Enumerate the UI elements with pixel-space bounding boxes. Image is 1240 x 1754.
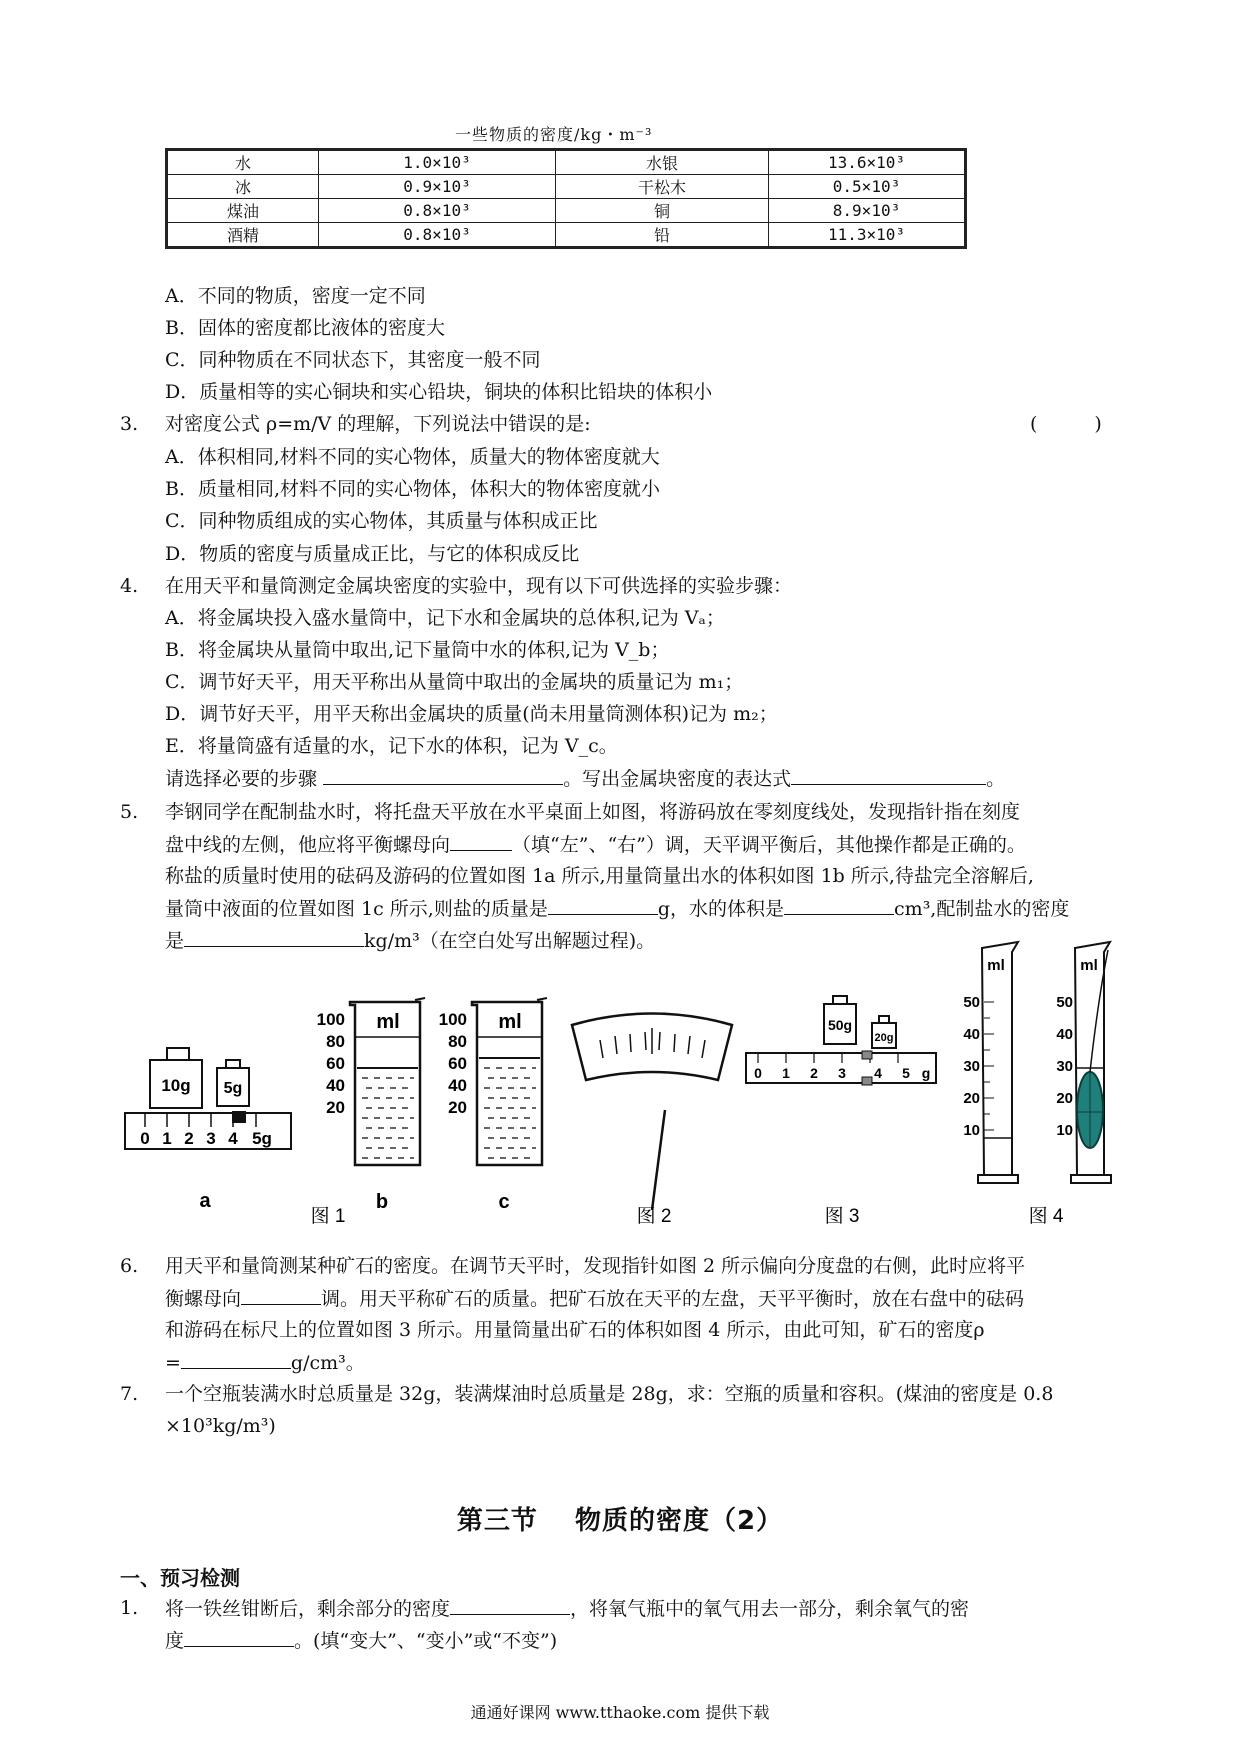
table-cell: 8.9×10³: [769, 199, 966, 223]
tick-label: 1: [782, 1065, 790, 1081]
q3-option-c: C．同种物质组成的实心物体，其质量与体积成正比: [165, 510, 598, 532]
weight-10g: [150, 1048, 202, 1108]
q5-line1: 李钢同学在配制盐水时，将托盘天平放在水平桌面上如图，将游码放在零刻度线处，发现指针指在刻度: [165, 801, 1021, 823]
table-cell: 0.8×10³: [319, 223, 556, 248]
preview-line1-text2: ，将氧气瓶中的氧气用去一部分，剩余氧气的密: [570, 1598, 970, 1620]
q3-number: 3.: [120, 413, 139, 435]
table-row: [167, 199, 966, 223]
tick-label: 50: [963, 994, 980, 1011]
q4-option-b: B．将金属块从量筒中取出,记下量筒中水的体积,记为 V_b；: [165, 639, 670, 661]
tick-label: 3: [206, 1129, 216, 1148]
table-cell: 水: [167, 150, 319, 175]
figure-4: [963, 942, 1111, 1183]
tick-label: 4: [874, 1065, 882, 1081]
figure-1b: [317, 998, 425, 1213]
tick-label: 5: [902, 1065, 910, 1081]
q5-line4: [165, 894, 1069, 923]
tick-label: 20: [1056, 1090, 1073, 1107]
q6-line4-text2: g/cm³。: [290, 1352, 365, 1374]
q6-line2-text: 衡螺母向: [165, 1288, 242, 1310]
q7-line1: 一个空瓶装满水时总质量是 32g，装满煤油时总质量是 28g，求：空瓶的质量和容积。(煤油的密度是 0.8: [165, 1383, 1054, 1405]
table-cell: 冰: [167, 175, 319, 199]
tick-label: 5g: [252, 1129, 272, 1148]
q5-line2: [165, 830, 1026, 859]
q5-line4-text: 量筒中液面的位置如图 1c 所示,则盐的质量是: [165, 898, 548, 920]
preview-line1-text: 将一铁丝钳断后，剩余部分的密度: [165, 1598, 451, 1620]
tick-label: 40: [448, 1076, 467, 1095]
rider: [232, 1111, 246, 1123]
q2-option-c: C．同种物质在不同状态下，其密度一般不同: [165, 349, 541, 371]
table-cell: 11.3×10³: [769, 223, 966, 248]
q4-option-c: C．调节好天平，用天平称出从量筒中取出的金属块的质量记为 m₁；: [165, 671, 744, 693]
salt-mass-blank[interactable]: [548, 894, 658, 915]
q5-line2-text2: （填“左”、“右”）调，天平调平衡后，其他操作都是正确的。: [512, 834, 1026, 856]
footer-credit: 通通好课网 www.tthaoke.com 提供下载: [470, 1703, 770, 1722]
tick-label: g: [921, 1065, 931, 1081]
table-cell: 0.5×10³: [769, 175, 966, 199]
table-row: [167, 150, 966, 175]
q6-line4: [165, 1348, 365, 1377]
caption-fig2: 图 2: [636, 1206, 672, 1227]
q5-line2-text: 盘中线的左侧，他应将平衡螺母向: [165, 834, 451, 856]
q4-number: 4.: [120, 575, 139, 597]
table-cell: 酒精: [167, 223, 319, 248]
table-caption: 一些物质的密度/kg・m⁻³: [455, 125, 653, 144]
tick-label: 100: [316, 1010, 345, 1029]
unit-label: ml: [1080, 957, 1098, 974]
tick-label: 2: [184, 1129, 194, 1148]
q3-option-d: D．物质的密度与质量成正比，与它的体积成反比: [165, 543, 580, 565]
q4-option-e: E．将量筒盛有适量的水，记下水的体积，记为 V_c。: [165, 735, 618, 757]
section-title: 第三节 物质的密度（2）: [456, 1506, 784, 1536]
q6-line2: [165, 1284, 1024, 1313]
q5-line3: 称盐的质量时使用的砝码及游码的位置如图 1a 所示,用量筒量出水的体积如图 1b 所示,待盐完全溶解后,: [165, 865, 1034, 887]
preview-q1-line1: [165, 1594, 969, 1623]
preview-q1-line2: [165, 1626, 557, 1655]
tick-label: 50: [1056, 994, 1073, 1011]
tick-label: 20: [963, 1090, 980, 1107]
table-cell: 水银: [556, 150, 769, 175]
tick-label: 1: [162, 1129, 172, 1148]
tick-label: 10: [963, 1122, 980, 1139]
q2-option-b: B．固体的密度都比液体的密度大: [165, 317, 445, 339]
figure-letter-a: a: [199, 1190, 211, 1212]
q6-line1: 用天平和量筒测某种矿石的密度。在调节天平时，发现指针如图 2 所示偏向分度盘的右侧，此时应将平: [165, 1255, 1026, 1277]
tick-label: 10: [1056, 1122, 1073, 1139]
unit-label: ml: [376, 1011, 400, 1033]
table-cell: 0.8×10³: [319, 199, 556, 223]
density-table: [165, 148, 967, 249]
q6-line2-text2: 调。用天平称矿石的质量。把矿石放在天平的左盘，天平平衡时，放在右盘中的砝码: [321, 1288, 1025, 1310]
q4-option-d: D．调节好天平，用平天称出金属块的质量(尚未用量筒测体积)记为 m₂；: [165, 703, 778, 725]
q3-stem: 对密度公式 ρ=m/V 的理解，下列说法中错误的是:: [165, 413, 591, 435]
tick-label: 3: [838, 1065, 846, 1081]
tick-label: 0: [140, 1129, 150, 1148]
figure-letter-b: b: [375, 1191, 389, 1213]
table-cell: 13.6×10³: [769, 150, 966, 175]
caption-fig3: 图 3: [824, 1206, 860, 1227]
table-row: [167, 175, 966, 199]
tick-label: 100: [438, 1010, 467, 1029]
preview-line2-text2: 。(填“变大”、“变小”或“不变”): [294, 1630, 558, 1652]
figure-letter-c: c: [498, 1191, 510, 1213]
q7-line2: ×10³kg/m³): [165, 1415, 276, 1437]
q6-line4-text: =: [165, 1352, 181, 1374]
caption-fig4: 图 4: [1028, 1206, 1064, 1227]
caption-fig1: 图 1: [310, 1206, 346, 1227]
tick-label: 60: [448, 1054, 467, 1073]
tick-label: 20: [326, 1098, 345, 1117]
unit-label: ml: [498, 1011, 522, 1033]
tick-label: 80: [448, 1032, 467, 1051]
tick-label: 20: [448, 1098, 467, 1117]
oxygen-density-blank[interactable]: [184, 1626, 294, 1647]
figure-3: [746, 996, 936, 1085]
tick-label: 80: [326, 1032, 345, 1051]
q4-answer-prefix: 请选择必要的步骤: [165, 768, 318, 790]
preview-heading: 一、预习检测: [120, 1566, 240, 1590]
q5-number: 5.: [120, 801, 139, 823]
tick-label: 0: [754, 1065, 762, 1081]
weight-label: 50g: [827, 1017, 853, 1033]
wire-density-blank[interactable]: [450, 1594, 570, 1615]
preview-q1-number: 1.: [120, 1597, 139, 1619]
q6-number: 6.: [120, 1255, 139, 1277]
q6-line3: 和游码在标尺上的位置如图 3 所示。用量筒量出矿石的体积如图 4 所示，由此可知，矿石的密度ρ: [165, 1319, 985, 1341]
direction-blank[interactable]: [450, 830, 512, 851]
q4-answer-end: 。: [986, 768, 1006, 790]
q3-option-b: B．质量相同,材料不同的实心物体，体积大的物体密度就小: [165, 478, 661, 500]
q4-answer-mid: 。写出金属块密度的表达式: [563, 768, 792, 790]
figure-2-scale-dial: [572, 1014, 732, 1211]
tick-label: 2: [810, 1065, 818, 1081]
q5-line5-text: 是: [165, 930, 185, 952]
pointer: [652, 1110, 665, 1210]
figures-panel: [0, 940, 1240, 1260]
water-volume-blank[interactable]: [784, 894, 894, 915]
tick-label: 40: [326, 1076, 345, 1095]
q4-answer-line: [165, 764, 1005, 793]
q3-option-a: A．体积相同,材料不同的实心物体，质量大的物体密度就大: [165, 446, 660, 468]
q5-line4-text3: cm³,配制盐水的密度: [894, 898, 1070, 920]
nut-direction-blank[interactable]: [241, 1284, 321, 1305]
table-cell: 煤油: [167, 199, 319, 223]
tick-label: 4: [228, 1129, 238, 1148]
weight-5g: [217, 1060, 249, 1106]
weight-label: 20g: [874, 1032, 894, 1044]
preview-line2-text: 度: [165, 1630, 185, 1652]
ore-density-blank[interactable]: [181, 1348, 291, 1369]
q3-answer-paren: ( ): [1030, 413, 1102, 435]
table-row: [167, 223, 966, 248]
tick-label: 60: [326, 1054, 345, 1073]
q5-line4-text2: g，水的体积是: [657, 898, 785, 920]
steps-blank[interactable]: [323, 764, 563, 785]
table-cell: 1.0×10³: [319, 150, 556, 175]
weight-label: 10g: [161, 1076, 191, 1095]
q5-line5-text2: kg/m³（在空白处写出解题过程)。: [364, 930, 656, 952]
q2-option-a: A．不同的物质，密度一定不同: [165, 285, 426, 307]
table-cell: 0.9×10³: [319, 175, 556, 199]
figure-1c: [439, 998, 547, 1213]
tick-label: 40: [963, 1026, 980, 1043]
table-cell: 铜: [556, 199, 769, 223]
tick-label: 30: [963, 1058, 980, 1075]
table-cell: 干松木: [556, 175, 769, 199]
figure-1a: [125, 1048, 291, 1212]
table-cell: 铅: [556, 223, 769, 248]
density-expression-blank[interactable]: [791, 764, 986, 785]
q7-number: 7.: [120, 1383, 139, 1405]
tick-label: 30: [1056, 1058, 1073, 1075]
q4-option-a: A．将金属块投入盛水量筒中，记下水和金属块的总体积,记为 Vₐ；: [165, 607, 725, 629]
weight-label: 5g: [223, 1080, 243, 1097]
q4-stem: 在用天平和量筒测定金属块密度的实验中，现有以下可供选择的实验步骤：: [165, 575, 793, 597]
unit-label: ml: [987, 957, 1005, 974]
tick-label: 40: [1056, 1026, 1073, 1043]
q2-option-d: D．质量相等的实心铜块和实心铅块，铜块的体积比铅块的体积小: [165, 381, 713, 403]
